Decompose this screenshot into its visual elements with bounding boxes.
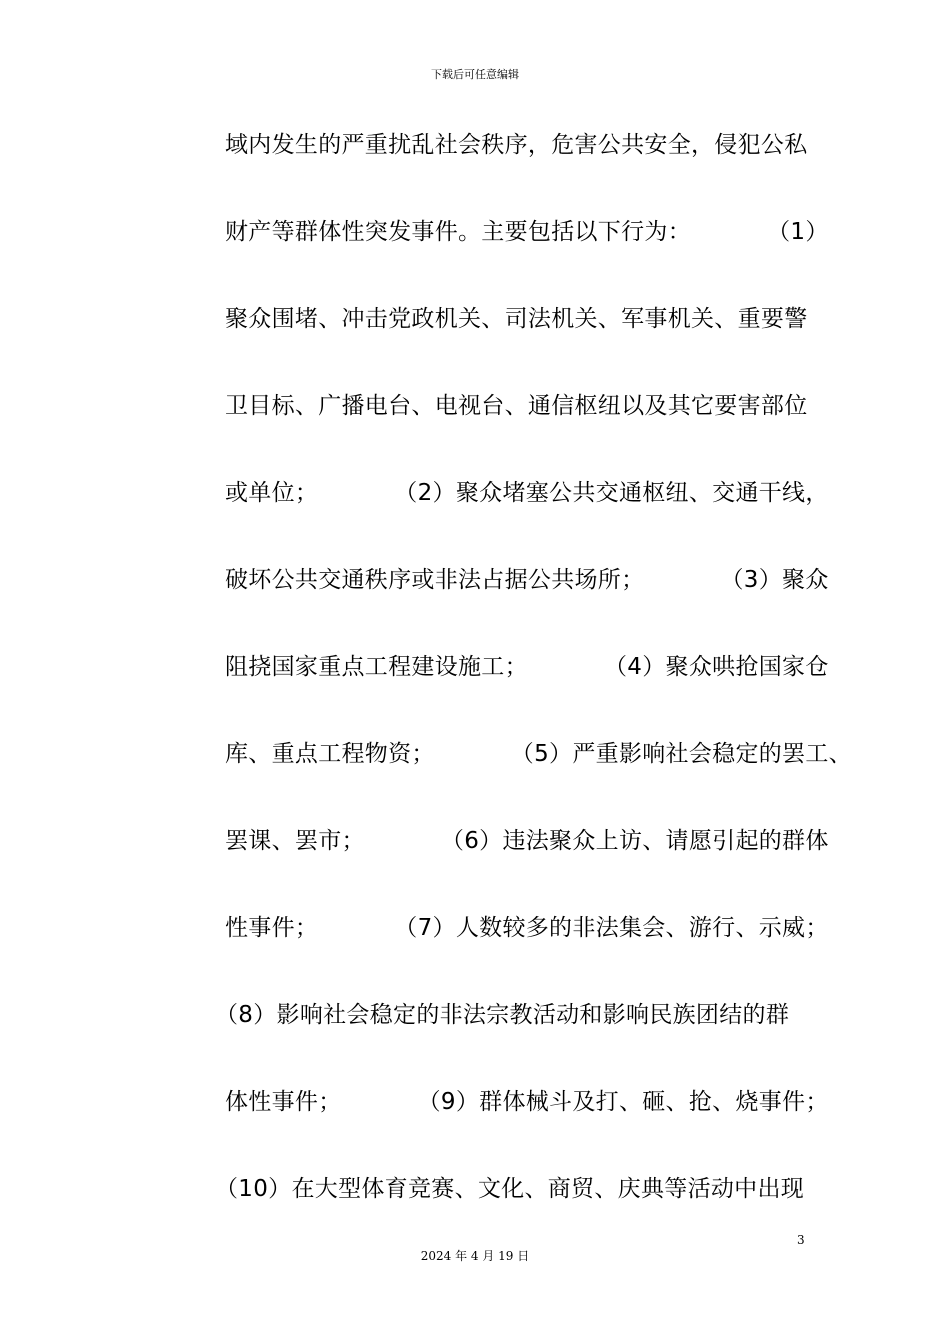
body-line: 破坏公共交通秩序或非法占据公共场所； （3）聚众 [225,567,829,593]
body-line: 体性事件； （9）群体械斗及打、砸、抢、烧事件； [225,1089,829,1115]
body-line: （10）在大型体育竞赛、文化、商贸、庆典等活动中出现 [215,1176,805,1202]
body-line: （8）影响社会稳定的非法宗教活动和影响民族团结的群 [215,1002,790,1028]
body-line: 卫目标、广播电台、电视台、通信枢纽以及其它要害部位 [225,393,808,419]
page-number: 3 [797,1233,805,1247]
body-line: 聚众围堵、冲击党政机关、司法机关、军事机关、重要警 [225,306,808,332]
body-line: 罢课、罢市； （6）违法聚众上访、请愿引起的群体 [225,828,829,854]
page-footer-date: 2024 年 4 月 19 日 [420,1249,530,1263]
body-line: 财产等群体性突发事件。主要包括以下行为： （1） [225,219,829,245]
body-line: 或单位； （2）聚众堵塞公共交通枢纽、交通干线， [225,480,829,506]
page-header: 下载后可任意编辑 [431,68,519,81]
body-line: 阻挠国家重点工程建设施工； （4）聚众哄抢国家仓 [225,654,829,680]
body-line: 域内发生的严重扰乱社会秩序，危害公共安全，侵犯公私 [225,132,808,158]
body-line: 性事件； （7）人数较多的非法集会、游行、示威； [225,915,829,941]
body-line: 库、重点工程物资； （5）严重影响社会稳定的罢工、 [225,741,852,767]
